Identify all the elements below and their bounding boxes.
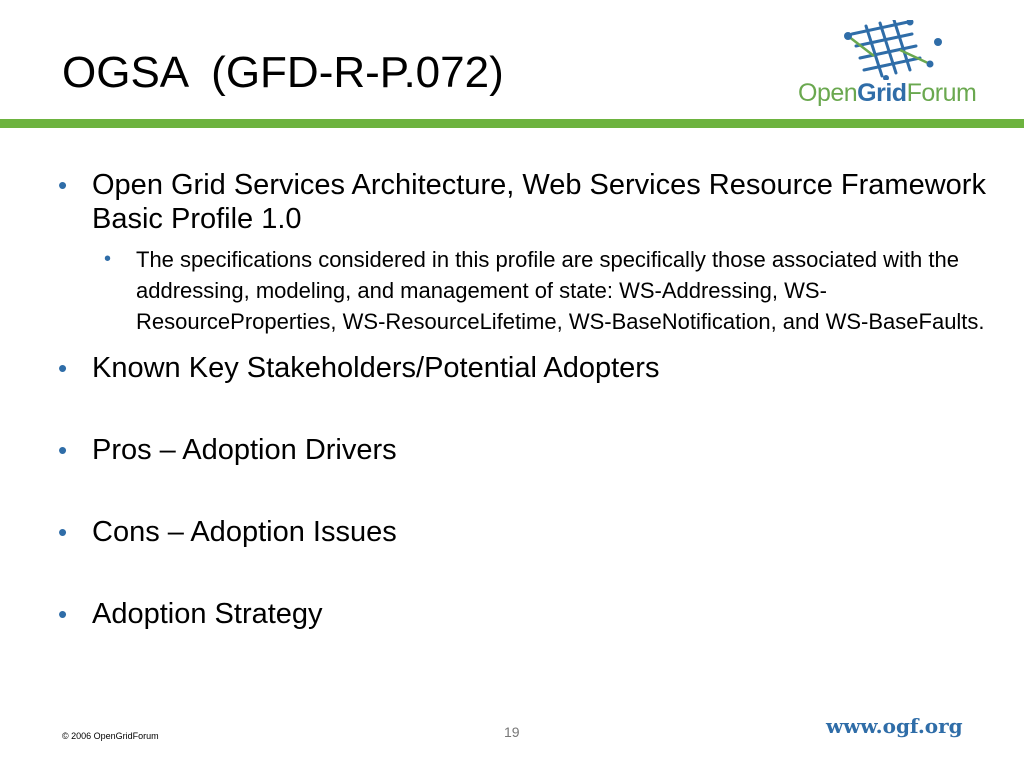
slide-title: OGSA (GFD-R-P.072): [62, 48, 504, 97]
grid-mesh-icon: [790, 20, 990, 80]
sub-bullet-text: The specifications considered in this profile are specifically those associated with the addressing, modeling, and management of state: WS-Addressing, WS-ResourceProperties, WS-ResourceLifetime, WS-BaseNotification, and WS-BaseFaults.: [136, 247, 985, 334]
bullet-list: [58, 168, 988, 631]
sub-bullet-item-specifications: [104, 244, 988, 337]
bullet-item-pros: [58, 433, 988, 467]
bullet-text: Known Key Stakeholders/Potential Adopters: [92, 352, 660, 384]
footer-url: www.ogf.org: [826, 714, 963, 738]
open-grid-forum-logo: [790, 20, 990, 110]
bullet-item-strategy: [58, 597, 988, 631]
title-divider: [0, 119, 1024, 128]
page-number: 19: [504, 724, 520, 740]
logo-word-grid: Grid: [857, 79, 907, 107]
bullet-item-cons: [58, 515, 988, 549]
bullet-dot-icon: •: [58, 599, 68, 629]
bullet-text: Adoption Strategy: [92, 598, 323, 630]
bullet-text: Cons – Adoption Issues: [92, 516, 397, 548]
bullet-text: Pros – Adoption Drivers: [92, 434, 397, 466]
footer-copyright: © 2006 OpenGridForum: [62, 731, 159, 741]
bullet-dot-icon: •: [58, 435, 68, 465]
bullet-dot-icon: •: [58, 170, 68, 200]
logo-word-forum: Forum: [906, 79, 977, 107]
bullet-text: Open Grid Services Architecture, Web Services Resource Framework Basic Profile 1.0: [92, 169, 986, 235]
bullet-dot-icon: •: [104, 248, 112, 270]
logo-wordmark: [798, 78, 976, 108]
bullet-item-architecture: [58, 168, 988, 236]
bullet-dot-icon: •: [58, 517, 68, 547]
logo-word-open: Open: [798, 79, 858, 107]
bullet-dot-icon: •: [58, 353, 68, 383]
bullet-item-stakeholders: [58, 351, 988, 385]
